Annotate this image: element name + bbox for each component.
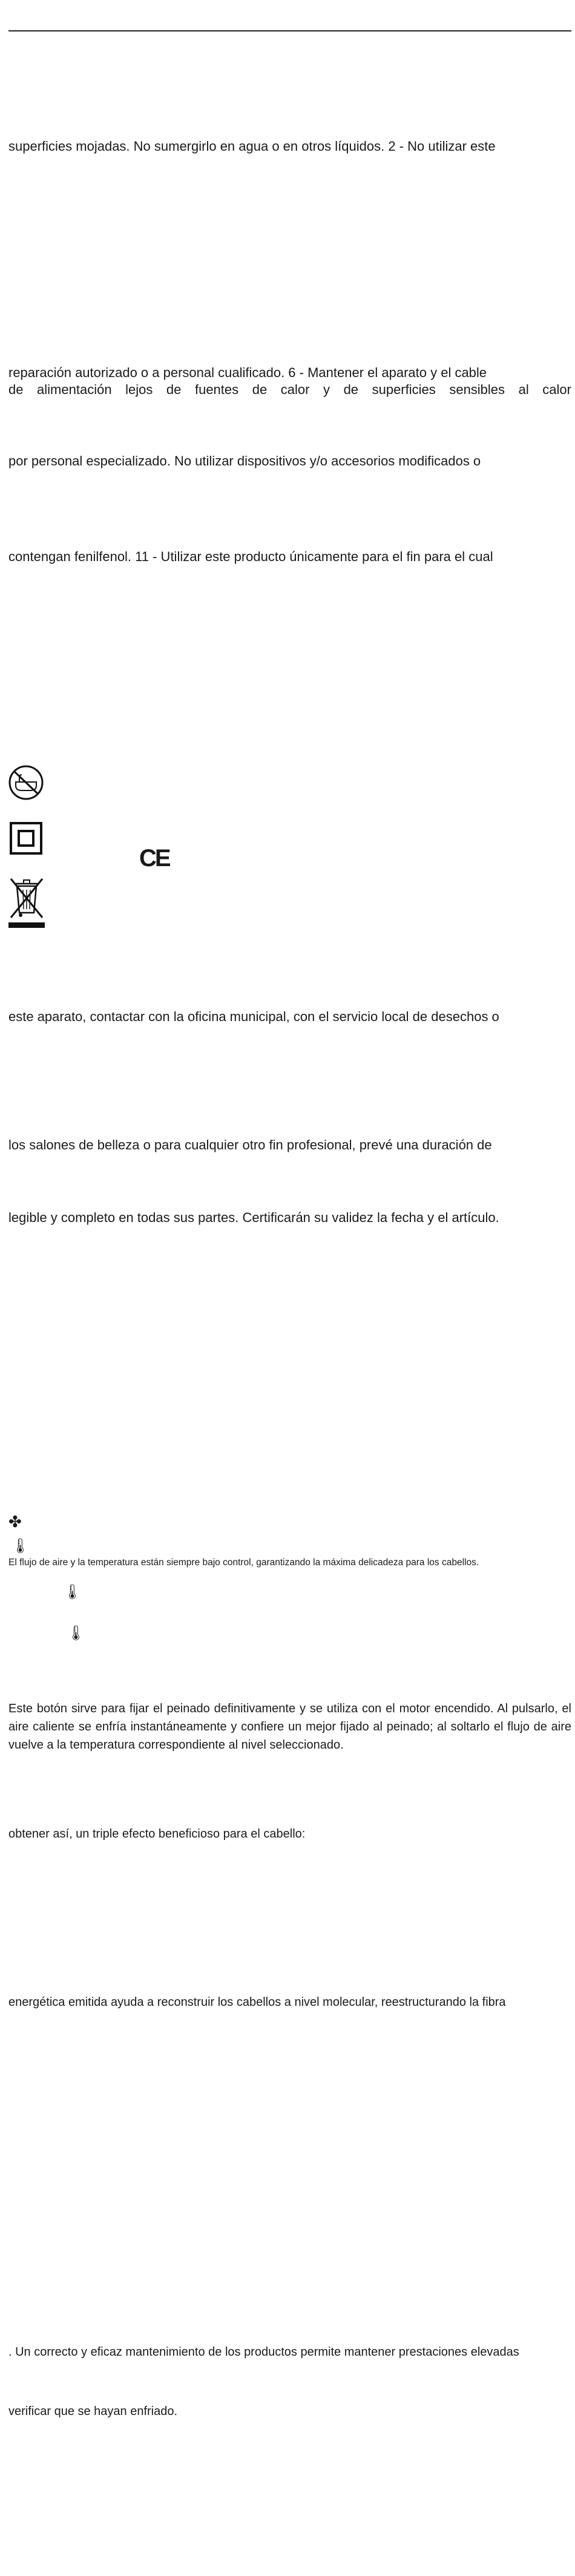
maintenance-text-line: . Un correcto y eficaz mantenimiento de los productos permite mantener prestaciones elevadas [8, 2345, 519, 2359]
warranty-text-line-1: los salones de belleza o para cualquier otro fin profesional, prevé una duración de [8, 1137, 492, 1152]
top-rule [8, 30, 571, 31]
airflow-note: El flujo de aire y la temperatura están siempre bajo control, garantizando la máxima delicadeza para los cabellos. [8, 1557, 479, 1568]
no-bathtub-icon [7, 764, 45, 801]
crossed-bin-icon [7, 875, 46, 930]
thermometer-icon: 🌡 [11, 1538, 30, 1554]
thermometer-icon-high: 🌡 [67, 1625, 85, 1641]
safety-text-line-4: contengan fenilfenol. 11 - Utilizar este producto únicamente para el fin para el cual [8, 549, 493, 564]
ion-text-line: energética emitida ayuda a reconstruir los cabellos a nivel molecular, reestructurando la fibra [8, 1996, 506, 2009]
fan-icon: ✤ [8, 1513, 22, 1531]
safety-text-line-2a: reparación autorizado o a personal cualificado. 6 - Mantener el aparato y el cable [8, 365, 487, 380]
cooling-note-line: verificar que se hayan enfriado. [8, 2405, 178, 2418]
triple-effect-line: obtener así, un triple efecto beneficioso para el cabello: [8, 1827, 306, 1841]
cool-shot-paragraph: Este botón sirve para fijar el peinado definitivamente y se utiliza con el motor encendido. Al pulsarlo, el aire caliente se enfría instantáneamente y confiere un mejor fijado al peinado; al soltarlo el flujo de aire vuelve a la temperatura correspondiente al nivel seleccionado. [8, 1702, 571, 1752]
thermometer-icon-low: 🌡 [63, 1584, 82, 1600]
warranty-text-line-2: legible y completo en todas sus partes. Certificarán su validez la fecha y el artículo. [8, 1210, 499, 1225]
disposal-text-line: este aparato, contactar con la oficina municipal, con el servicio local de desechos o [8, 1009, 499, 1024]
safety-text-line-2b: de alimentación lejos de fuentes de calor y de superficies sensibles al calor [8, 382, 571, 397]
safety-text-line-1: superficies mojadas. No sumergirlo en agua o en otros líquidos. 2 - No utilizar este [8, 139, 496, 154]
safety-text-line-3: por personal especializado. No utilizar dispositivos y/o accesorios modificados o [8, 453, 481, 468]
double-insulation-icon [10, 822, 42, 855]
ce-mark: CE [139, 845, 169, 872]
